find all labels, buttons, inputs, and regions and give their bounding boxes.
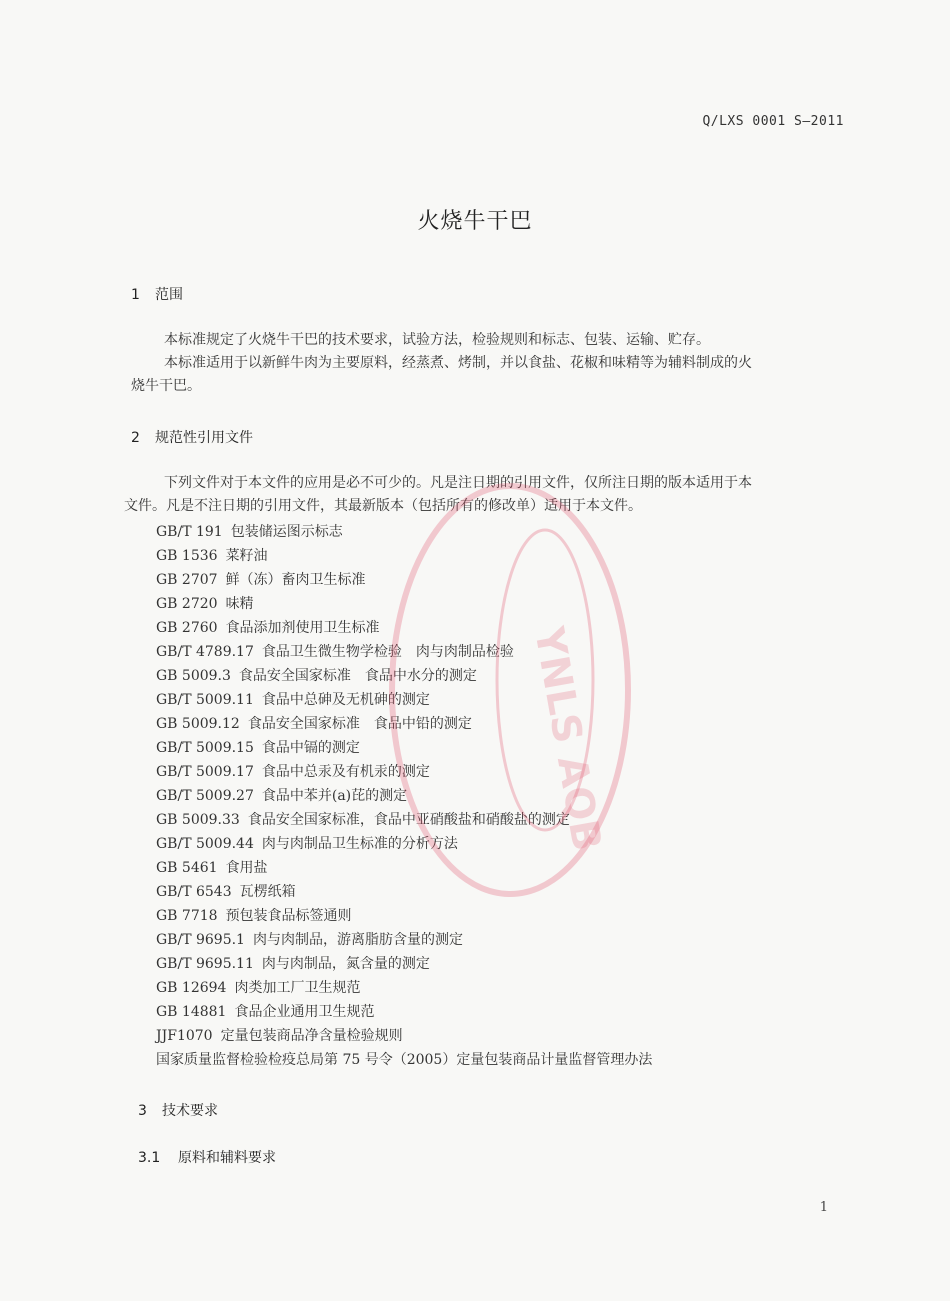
reference-code: GB 5009.33 <box>156 812 240 828</box>
reference-code: GB/T 5009.44 <box>156 836 254 852</box>
reference-code: GB/T 9695.11 <box>156 956 254 972</box>
section-3-heading <box>138 1100 218 1120</box>
reference-item <box>156 1024 652 1048</box>
reference-code: GB/T 191 <box>156 524 223 540</box>
reference-code: GB 7718 <box>156 908 218 924</box>
reference-name: 肉与肉制品，游离脂肪含量的测定 <box>252 932 463 948</box>
reference-code: GB 5009.12 <box>156 716 240 732</box>
reference-item <box>156 1048 652 1072</box>
reference-item <box>156 760 652 784</box>
reference-item <box>156 664 652 688</box>
reference-code: GB 5009.3 <box>156 668 231 684</box>
reference-item <box>156 904 652 928</box>
references-intro-line-2: 文件。凡是不注日期的引用文件，其最新版本（包括所有的修改单）适用于本文件。 <box>124 498 642 514</box>
reference-code: GB 2720 <box>156 596 218 612</box>
reference-code: GB/T 5009.11 <box>156 692 254 708</box>
reference-code: GB 2760 <box>156 620 218 636</box>
reference-name: 食品中总砷及无机砷的测定 <box>261 692 430 708</box>
section-number: 3 <box>138 1103 147 1119</box>
reference-item <box>156 712 652 736</box>
reference-name: 味精 <box>225 596 254 612</box>
section-number: 2 <box>131 430 140 446</box>
reference-name: 食品添加剂使用卫生标准 <box>225 620 380 636</box>
references-intro-line-1: 下列文件对于本文件的应用是必不可少的。凡是注日期的引用文件，仅所注日期的版本适用于本 <box>164 475 752 491</box>
reference-name: 预包装食品标签通则 <box>225 908 352 924</box>
reference-code: GB/T 6543 <box>156 884 232 900</box>
reference-item <box>156 544 652 568</box>
section-title: 技术要求 <box>162 1103 218 1119</box>
reference-code: GB/T 5009.15 <box>156 740 254 756</box>
reference-code: GB/T 9695.1 <box>156 932 245 948</box>
section-1-heading <box>131 284 183 304</box>
reference-code: GB/T 5009.27 <box>156 788 254 804</box>
reference-item <box>156 976 652 1000</box>
reference-item <box>156 880 652 904</box>
reference-name: 食品中总汞及有机汞的测定 <box>261 764 430 780</box>
section-3-1-heading <box>138 1147 276 1167</box>
reference-name: 肉与肉制品卫生标准的分析方法 <box>261 836 458 852</box>
reference-name: 鲜（冻）畜肉卫生标准 <box>225 572 366 588</box>
reference-name: 定量包装商品净含量检验规则 <box>220 1028 403 1044</box>
seal-text: YNLS AQB <box>525 623 610 855</box>
reference-name: 食品中苯并(a)芘的测定 <box>261 788 408 804</box>
reference-item <box>156 784 652 808</box>
reference-code: GB 2707 <box>156 572 218 588</box>
reference-item <box>156 736 652 760</box>
scope-paragraph-2-line-2: 烧牛干巴。 <box>131 378 201 394</box>
reference-name: 食品安全国家标准，食品中亚硝酸盐和硝酸盐的测定 <box>247 812 570 828</box>
document-title: 火烧牛干巴 <box>417 209 533 234</box>
reference-item <box>156 832 652 856</box>
reference-item <box>156 592 652 616</box>
reference-name: 食品企业通用卫生规范 <box>234 1004 375 1020</box>
reference-item <box>156 928 652 952</box>
section-number: 3.1 <box>138 1150 161 1166</box>
reference-name: 菜籽油 <box>225 548 268 564</box>
reference-name: 食品中镉的测定 <box>261 740 360 756</box>
reference-item <box>156 568 652 592</box>
reference-item <box>156 640 652 664</box>
reference-name: 肉与肉制品，氮含量的测定 <box>261 956 430 972</box>
reference-list <box>156 520 652 1072</box>
reference-code: GB 14881 <box>156 1004 227 1020</box>
reference-item <box>156 1000 652 1024</box>
scope-paragraph-1: 本标准规定了火烧牛干巴的技术要求，试验方法，检验规则和标志、包装、运输、贮存。 <box>164 332 710 348</box>
section-title: 原料和辅料要求 <box>178 1150 276 1166</box>
reference-code: GB/T 4789.17 <box>156 644 254 660</box>
reference-name: 食品安全国家标准 食品中铅的测定 <box>247 716 472 732</box>
reference-item <box>156 616 652 640</box>
reference-item <box>156 808 652 832</box>
section-number: 1 <box>131 287 140 303</box>
page-number: 1 <box>819 1200 828 1215</box>
scope-paragraph-2-line-1: 本标准适用于以新鲜牛肉为主要原料，经蒸煮、烤制，并以食盐、花椒和味精等为辅料制成的火 <box>164 355 752 371</box>
reference-code: GB/T 5009.17 <box>156 764 254 780</box>
reference-item <box>156 688 652 712</box>
reference-name: 食品卫生微生物学检验 肉与肉制品检验 <box>261 644 514 660</box>
reference-code: GB 5461 <box>156 860 218 876</box>
section-2-heading <box>131 427 253 447</box>
reference-item <box>156 952 652 976</box>
reference-code: JJF1070 <box>156 1028 213 1044</box>
standard-code: Q/LXS 0001 S—2011 <box>702 114 844 129</box>
section-title: 范围 <box>155 287 183 303</box>
reference-code: GB 12694 <box>156 980 227 996</box>
reference-name: 瓦楞纸箱 <box>239 884 296 900</box>
reference-item <box>156 856 652 880</box>
reference-name: 包装储运图示标志 <box>230 524 343 540</box>
reference-name: 食品安全国家标准 食品中水分的测定 <box>238 668 477 684</box>
reference-name: 食用盐 <box>225 860 268 876</box>
reference-item <box>156 520 652 544</box>
reference-code: GB 1536 <box>156 548 218 564</box>
reference-name: 国家质量监督检验检疫总局第 75 号令（2005）定量包装商品计量监督管理办法 <box>156 1052 653 1068</box>
section-title: 规范性引用文件 <box>155 430 253 446</box>
reference-name: 肉类加工厂卫生规范 <box>234 980 361 996</box>
